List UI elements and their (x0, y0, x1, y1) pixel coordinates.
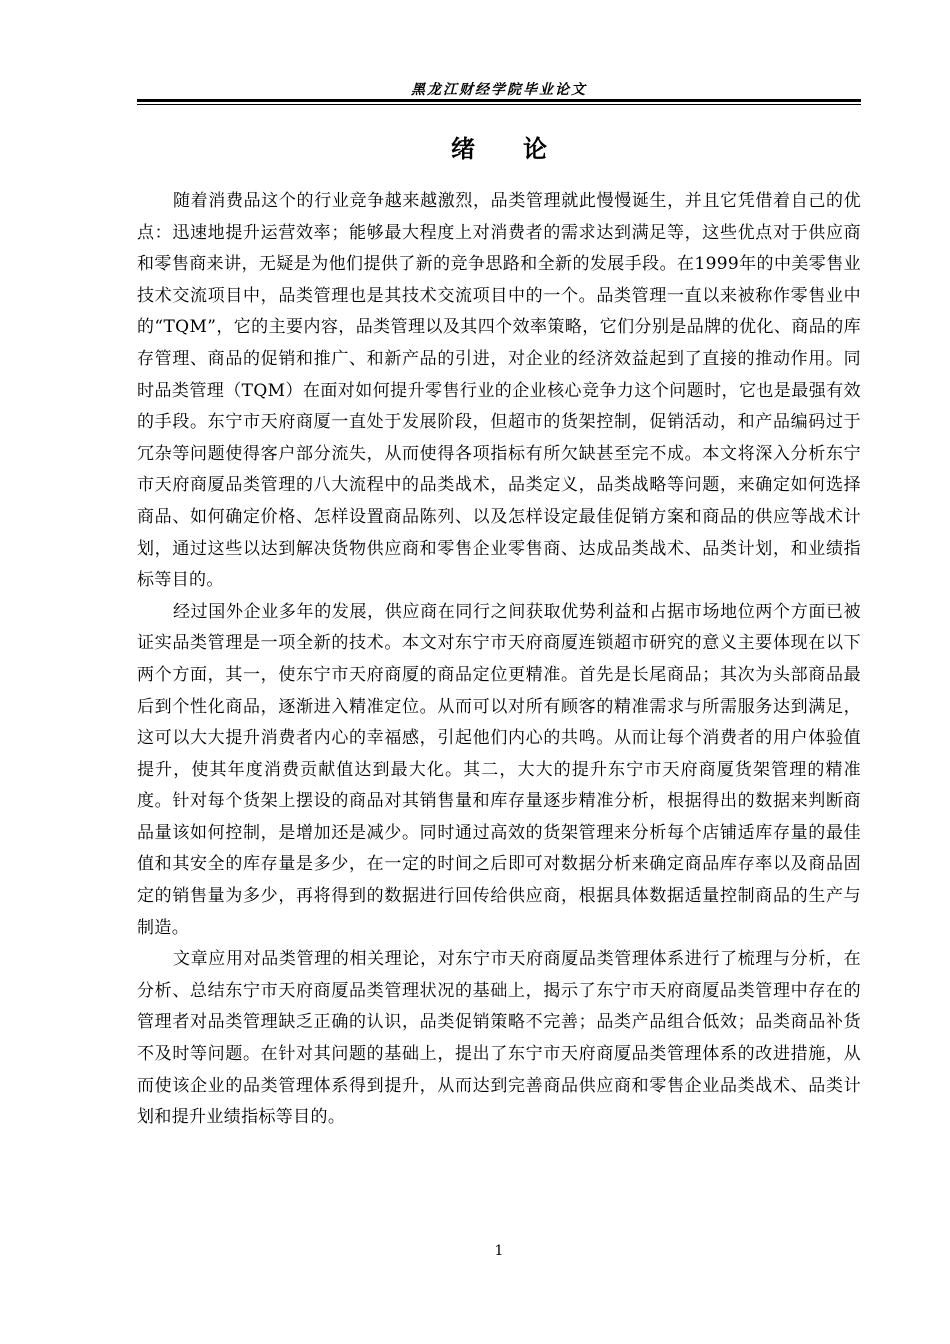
section-title: 绪论 (451, 135, 595, 163)
paragraph-1: 随着消费品这个的行业竞争越来越激烈，品类管理就此慢慢诞生，并且它凭借着自己的优点：迅速地提升运营效率；能够最大程度上对消费者的需求达到满足等，这些优点对于供应商和零售商来讲，无疑是为他们提供了新的竞争思路和全新的发展手段。在1999年的中美零售业技术交流项目中，品类管理也是其技术交流项目中的一个。品类管理一直以来被称作零售业中的“TQM”，它的主要内容，品类管理以及其四个效率策略，它们分别是品牌的优化、商品的库存管理、商品的促销和推广、和新产品的引进，对企业的经济效益起到了直接的推动作用。同时品类管理（TQM）在面对如何提升零售行业的企业核心竞争力这个问题时，它也是最强有效的手段。东宁市天府商厦一直处于发展阶段，但超市的货架控制，促销活动，和产品编码过于冗杂等问题使得客户部分流失，从而使得各项指标有所欠缺甚至完不成。本文将深入分析东宁市天府商厦品类管理的八大流程中的品类战术，品类定义，品类战略等问题，来确定如何选择商品、如何确定价格、怎样设置商品陈列、以及怎样设定最佳促销方案和商品的供应等战术计划，通过这些以达到解决货物供应商和零售企业零售商、达成品类战术、品类计划，和业绩指标等目的。 (137, 191, 861, 591)
header-rule-thin (137, 104, 861, 105)
header-rule-thick (137, 99, 861, 102)
body-text (137, 186, 861, 1134)
paragraph-2: 经过国外企业多年的发展，供应商在同行之间获取优势利益和占据市场地位两个方面已被证实品类管理是一项全新的技术。本文对东宁市天府商厦连锁超市研究的意义主要体现在以下两个方面，其一，使东宁市天府商厦的商品定位更精准。首先是长尾商品；其次为头部商品最后到个性化商品，逐渐进入精准定位。从而可以对所有顾客的精准需求与所需服务达到满足，这可以大大提升消费者内心的幸福感，引起他们内心的共鸣。从而让每个消费者的用户体验值提升，使其年度消费贡献值达到最大化。其二，大大的提升东宁市天府商厦货架管理的精准度。针对每个货架上摆设的商品对其销售量和库存量逐步精准分析，根据得出的数据来判断商品量该如何控制，是增加还是减少。同时通过高效的货架管理来分析每个店铺适库存量的最佳值和其安全的库存量是多少，在一定的时间之后即可对数据分析来确定商品库存率以及商品固定的销售量为多少，再将得到的数据进行回传给供应商，根据具体数据适量控制商品的生产与制造。 (137, 601, 861, 938)
running-header: 黑龙江财经学院毕业论文 (411, 82, 587, 98)
paragraph-3: 文章应用对品类管理的相关理论，对东宁市天府商厦品类管理体系进行了梳理与分析，在分析、总结东宁市天府商厦品类管理状况的基础上，揭示了东宁市天府商厦品类管理中存在的管理者对品类管理缺乏正确的认识，品类促销策略不完善；品类产品组合低效；品类商品补货不及时等问题。在针对其问题的基础上，提出了东宁市天府商厦品类管理体系的改进措施，从而使该企业的品类管理体系得到提升，从而达到完善商品供应商和零售企业品类战术、品类计划和提升业绩指标等目的。 (137, 949, 861, 1128)
page-number: 1 (494, 1243, 504, 1259)
